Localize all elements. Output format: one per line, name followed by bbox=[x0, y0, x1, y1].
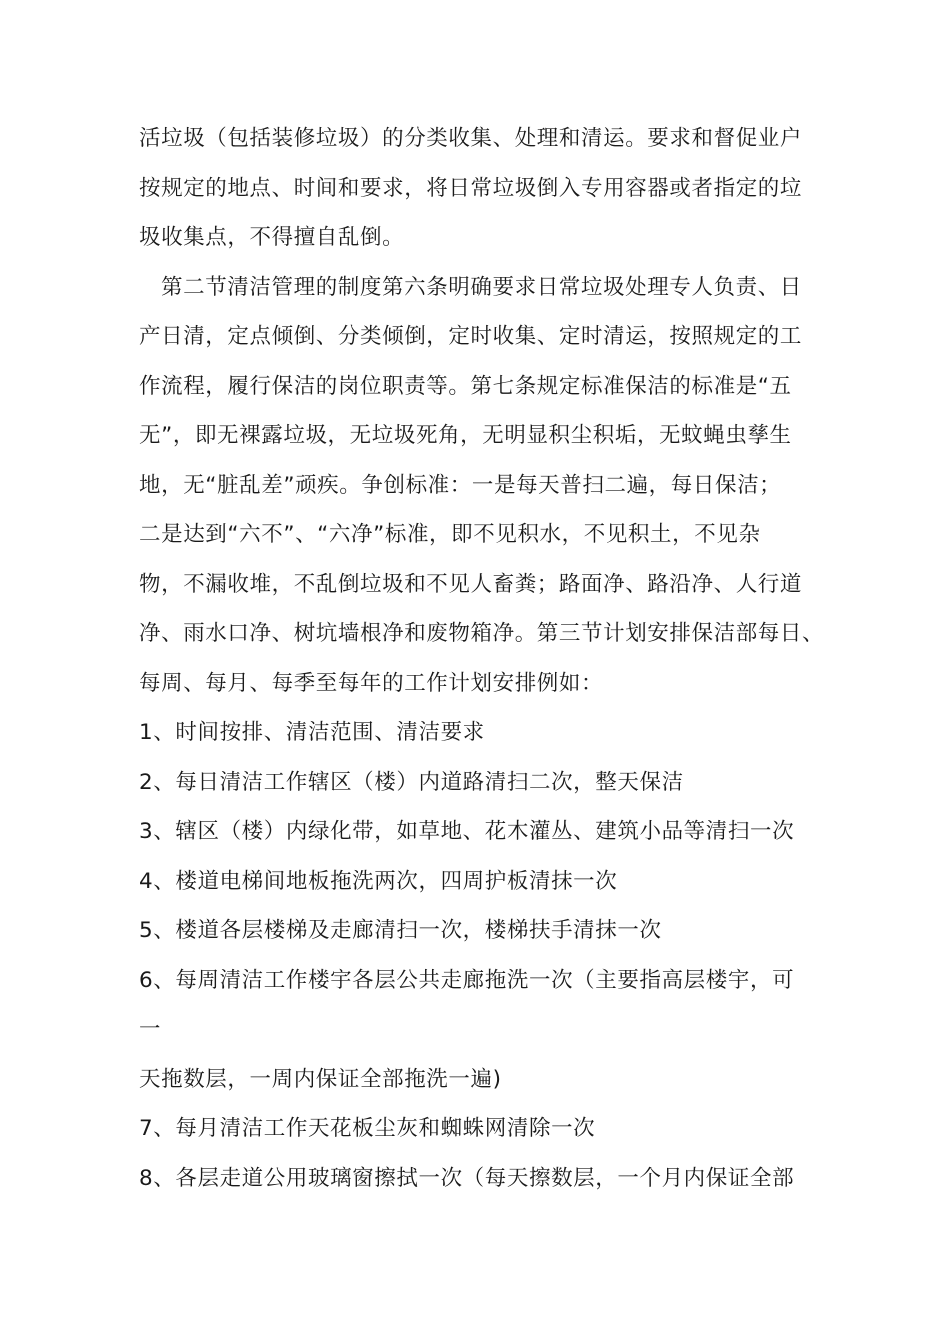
list-item: 6、每周清洁工作楼宇各层公共走廊拖洗一次（主要指高层楼宇，可 bbox=[139, 967, 795, 993]
text-line: 作流程，履行保洁的岗位职责等。第七条规定标准保洁的标准是“五 bbox=[139, 373, 792, 399]
text-line: 每周、每月、每季至每年的工作计划安排例如： bbox=[139, 670, 604, 696]
list-item: 2、每日清洁工作辖区（楼）内道路清扫二次，整天保洁 bbox=[139, 769, 684, 795]
text-line: 圾收集点，不得擅自乱倒。 bbox=[139, 225, 405, 250]
text-line: 产日清，定点倾倒、分类倾倒，定时收集、定时清运，按照规定的工 bbox=[139, 324, 803, 349]
text-line: 按规定的地点、时间和要求，将日常垃圾倒入专用容器或者指定的垃 bbox=[139, 175, 803, 201]
list-item: 1、时间按排、清洁范围、清洁要求 bbox=[139, 720, 485, 745]
text-line: 净、雨水口净、树坑墙根净和废物箱净。第三节计划安排保洁部每日、 bbox=[139, 621, 825, 646]
text-line: 天拖数层，一周内保证全部拖洗一遍) bbox=[139, 1066, 502, 1092]
text-line: 物，不漏收堆，不乱倒垃圾和不见人畜粪；路面净、路沿净、人行道 bbox=[139, 571, 803, 597]
list-item: 4、楼道电梯间地板拖洗两次，四周护板清抹一次 bbox=[139, 868, 618, 894]
list-item: 7、每月清洁工作天花板尘灰和蜘蛛网清除一次 bbox=[139, 1116, 596, 1141]
text-line: 地，无“脏乱差”顽疾。争创标准：一是每天普扫二遍，每日保洁； bbox=[139, 472, 782, 498]
list-item: 5、楼道各层楼梯及走廊清扫一次，楼梯扶手清抹一次 bbox=[139, 918, 662, 943]
list-item: 8、各层走道公用玻璃窗擦拭一次（每天擦数层，一个月内保证全部 bbox=[139, 1165, 795, 1191]
text-line: 第二节清洁管理的制度第六条明确要求日常垃圾处理专人负责、日 bbox=[161, 274, 802, 300]
body-text bbox=[139, 114, 829, 1203]
text-line: 无”，即无裸露垃圾，无垃圾死角，无明显积尘积垢，无蚊蝇虫孳生 bbox=[139, 423, 792, 448]
text-line: 活垃圾（包括装修垃圾）的分类收集、处理和清运。要求和督促业户 bbox=[139, 126, 803, 151]
text-line: 二是达到“六不”、“六净”标准，即不见积水，不见积土，不见杂 bbox=[139, 522, 761, 547]
text-line: 一 bbox=[139, 1017, 162, 1042]
list-item: 3、辖区（楼）内绿化带，如草地、花木灌丛、建筑小品等清扫一次 bbox=[139, 819, 795, 844]
